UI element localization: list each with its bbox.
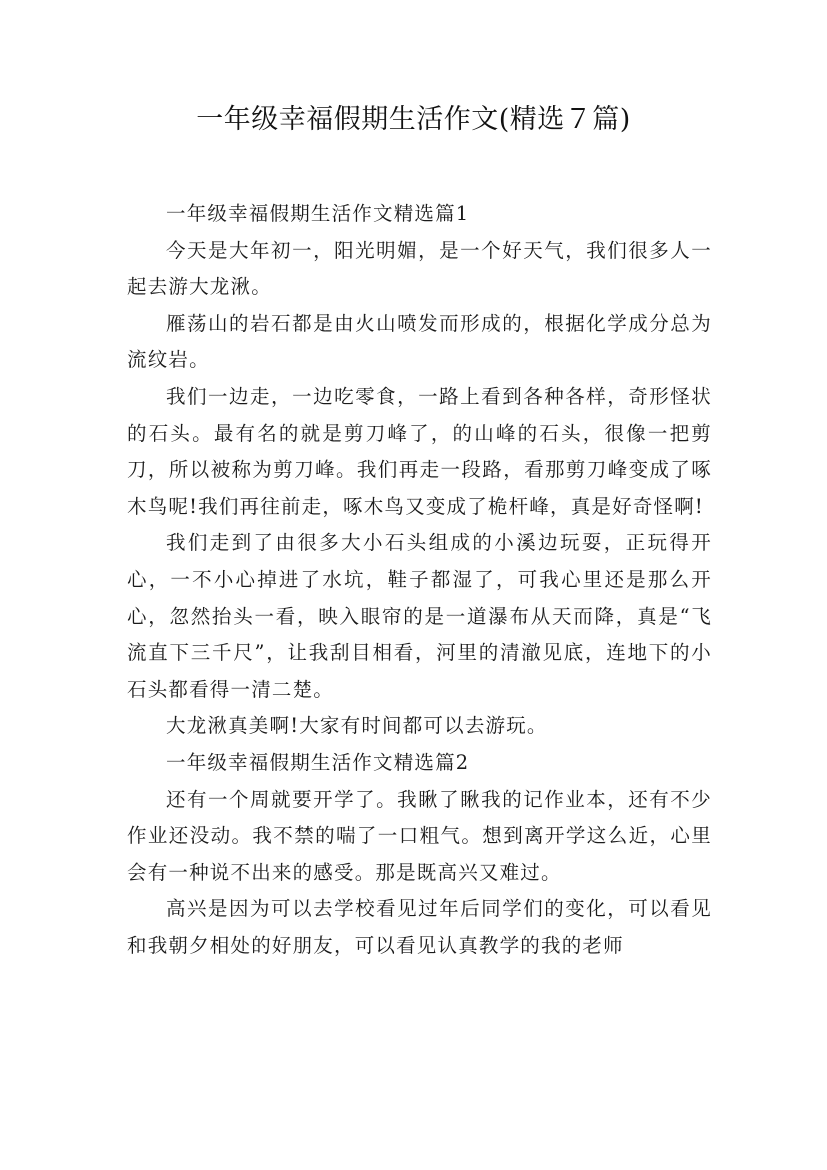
paragraph: 大龙湫真美啊!大家有时间都可以去游玩。	[166, 714, 548, 738]
section-heading: 一年级幸福假期生活作文精选篇2	[166, 750, 470, 774]
section-heading: 一年级幸福假期生活作文精选篇1	[166, 202, 470, 225]
document-body	[127, 196, 712, 964]
paragraph: 雁荡山的岩石都是由火山喷发而形成的，根据化学成分总为流纹岩。	[127, 311, 712, 372]
document-title: 一年级幸福假期生活作文(精选７篇)	[196, 104, 631, 135]
paragraph: 高兴是因为可以去学校看见过年后同学们的变化，可以看见和我朝夕相处的好朋友，可以看见认真教学的我的老师	[127, 897, 712, 957]
paragraph: 我们一边走，一边吃零食，一路上看到各种各样，奇形怪状的石头。最有名的就是剪刀峰了，的山峰的石头，很像一把剪刀，所以被称为剪刀峰。我们再走一段路，看那剪刀峰变成了啄木鸟呢!我们再往前走，啄木鸟又变成了桅杆峰，真是好奇怪啊!	[127, 384, 712, 518]
paragraph: 今天是大年初一，阳光明媚，是一个好天气，我们很多人一起去游大龙湫。	[127, 238, 712, 299]
paragraph: 我们走到了由很多大小石头组成的小溪边玩耍，正玩得开心，一不小心掉进了水坑，鞋子都湿了，可我心里还是那么开心，忽然抬头一看，映入眼帘的是一道瀑布从天而降，真是“飞流直下三千尺”，让我刮目相看，河里的清澈见底，连地下的小石头都看得一清二楚。	[127, 531, 712, 701]
paragraph: 还有一个周就要开学了。我瞅了瞅我的记作业本，还有不少作业还没动。我不禁的喘了一口粗气。想到离开学这么近，心里会有一种说不出来的感受。那是既高兴又难过。	[127, 787, 712, 884]
